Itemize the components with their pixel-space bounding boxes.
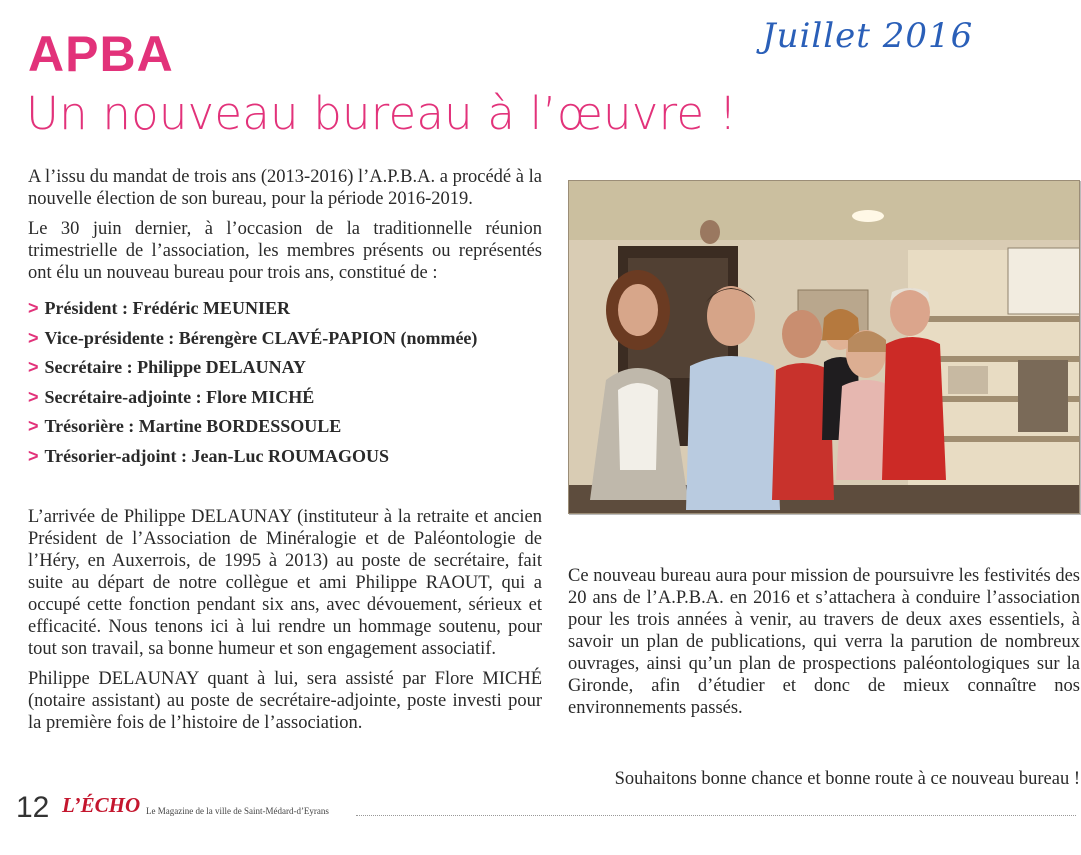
closing-sentence: Souhaitons bonne chance et bonne route à ce nouveau bureau ! — [614, 769, 1080, 789]
left-bottom-text — [28, 506, 542, 742]
role-text: Secrétaire : Philippe DELAUNAY — [44, 357, 306, 378]
chevron-right-icon: > — [28, 357, 39, 378]
chevron-right-icon: > — [28, 298, 39, 318]
chevron-right-icon: > — [28, 386, 39, 407]
chevron-right-icon: > — [28, 327, 39, 348]
group-photo — [568, 180, 1080, 514]
role-text: Président : Frédéric MEUNIER — [44, 298, 290, 318]
footer-divider — [356, 815, 1076, 816]
paragraph-mission: Ce nouveau bureau aura pour mission de poursuivre les festivités des 20 ans de l’A.P.B.A. en 2016 et s’attachera à conduire l’association pour les trois années à venir, au travers de deux axes essentiels, à savoir un plan de publications, qui verra la parution de nombreux ouvrages, ainsi qu’un plan de prospections paléontologiques sur la Gironde, afin d’étudier et donc de mieux connaître nos environnements passés. — [568, 566, 1080, 718]
list-item — [28, 324, 568, 354]
section-kicker: APBA — [28, 26, 174, 82]
intro-paragraph-1: A l’issu du mandat de trois ans (2013-2016) l’A.P.B.A. a procédé à la nouvelle élection de son bureau, pour la période 2016-2019. — [28, 167, 542, 209]
paragraph-departure: L’arrivée de Philippe DELAUNAY (instituteur à la retraite et ancien Président de l’Association de Minéralogie et de Paléontologie de l’Héry, en Auxerrois, de 1995 à 2013) au poste de secrétaire, fait suite au départ de notre collègue et ami Philippe RAOUT, qui a occupé cette fonction pendant six ans, avec dévouement, sérieux et efficacité. Nous tenons ici à lui rendre un hommage soutenu, pour tout son travail, sa bonne humeur et son engagement associatif. — [28, 507, 542, 659]
handwritten-date-annotation: Juillet 2016 — [762, 16, 974, 56]
page-footer — [16, 790, 1076, 830]
magazine-tagline: Le Magazine de la ville de Saint-Médard-d’Eyrans — [146, 806, 329, 816]
chevron-right-icon: > — [28, 445, 39, 466]
chevron-right-icon: > — [28, 416, 39, 437]
role-text: Vice-présidente : Bérengère CLAVÉ-PAPION (nommée) — [44, 327, 478, 348]
magazine-logo: L’ÉCHO — [62, 793, 141, 817]
list-item — [28, 383, 568, 413]
role-text: Trésorière : Martine BORDESSOULE — [44, 416, 342, 437]
list-item — [28, 353, 568, 383]
list-item — [28, 412, 568, 442]
role-text: Secrétaire-adjointe : Flore MICHÉ — [44, 386, 315, 407]
article-title: Un nouveau bureau à l’œuvre ! — [26, 87, 737, 140]
board-members-list — [28, 294, 568, 472]
page-number: 12 — [16, 791, 50, 824]
list-item — [28, 442, 568, 472]
intro-text — [28, 166, 542, 292]
paragraph-assistant: Philippe DELAUNAY quant à lui, sera assisté par Flore MICHÉ (notaire assistant) au poste de secrétaire-adjointe, poste investi pour la première fois de l’histoire de l’association. — [28, 669, 542, 733]
right-bottom-text — [568, 565, 1080, 727]
list-item — [28, 294, 568, 324]
intro-paragraph-2: Le 30 juin dernier, à l’occasion de la traditionnelle réunion trimestrielle de l’association, les membres présents ou représentés ont élu un nouveau bureau pour trois ans, constitué de : — [28, 219, 542, 283]
role-text: Trésorier-adjoint : Jean-Luc ROUMAGOUS — [44, 445, 389, 466]
group-photo-illustration — [568, 180, 1080, 514]
